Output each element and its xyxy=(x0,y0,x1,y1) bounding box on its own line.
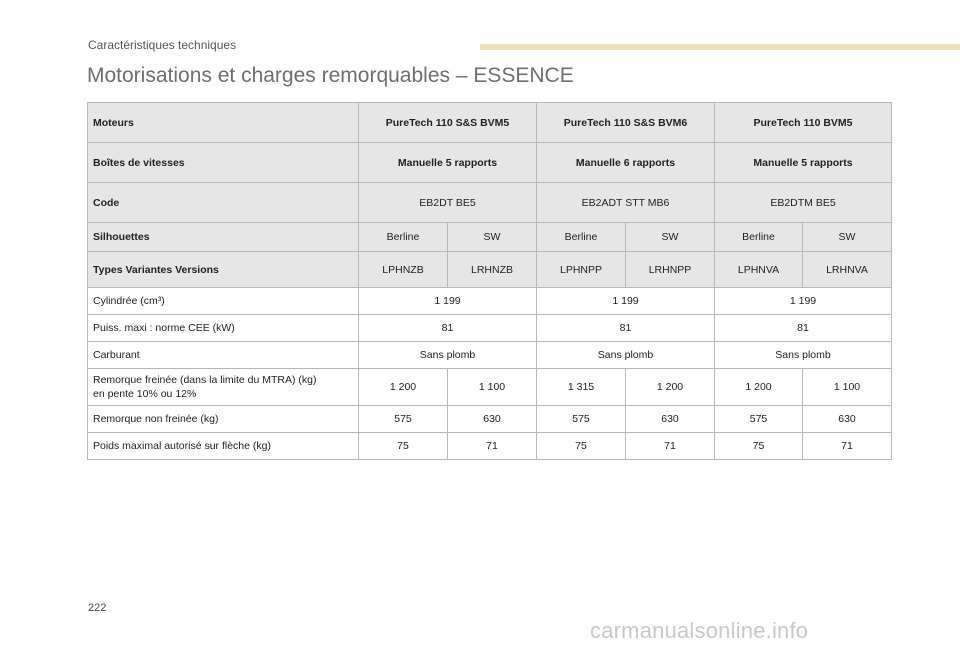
row-label: Moteurs xyxy=(88,103,359,143)
table-cell: Sans plomb xyxy=(359,342,537,369)
header-accent-bar xyxy=(480,44,960,50)
table-cell: 1 200 xyxy=(359,369,448,406)
table-cell: 1 200 xyxy=(626,369,715,406)
table-row-remorque-non-freinee xyxy=(88,406,892,433)
table-cell: Berline xyxy=(537,223,626,252)
table-cell: 81 xyxy=(537,315,715,342)
table-cell: Sans plomb xyxy=(537,342,715,369)
row-label-line: Remorque freinée (dans la limite du MTRA) (kg) xyxy=(93,374,317,386)
table-cell: 1 100 xyxy=(803,369,892,406)
table-cell: LPHNVA xyxy=(715,252,803,288)
table-cell: 1 315 xyxy=(537,369,626,406)
table-cell: 1 100 xyxy=(448,369,537,406)
table-cell: Sans plomb xyxy=(715,342,892,369)
table-cell: Manuelle 5 rapports xyxy=(359,143,537,183)
table-cell: SW xyxy=(803,223,892,252)
table-row-carburant xyxy=(88,342,892,369)
table-row-poids-fleche xyxy=(88,433,892,460)
page-number: 222 xyxy=(88,602,107,614)
watermark: carmanualsonline.info xyxy=(590,618,809,643)
page-title: Motorisations et charges remorquables – ESSENCE xyxy=(87,64,574,87)
table-cell: 1 199 xyxy=(359,288,537,315)
table-cell: LPHNPP xyxy=(537,252,626,288)
table-row-puissance xyxy=(88,315,892,342)
row-label: Boîtes de vitesses xyxy=(88,143,359,183)
table-cell: 575 xyxy=(359,406,448,433)
table-cell: LRHNVA xyxy=(803,252,892,288)
table-cell: EB2ADT STT MB6 xyxy=(537,183,715,223)
row-label xyxy=(88,369,359,406)
table-cell: 575 xyxy=(537,406,626,433)
table-cell: 1 200 xyxy=(715,369,803,406)
table-cell: 1 199 xyxy=(537,288,715,315)
table-cell: LPHNZB xyxy=(359,252,448,288)
table-cell: 81 xyxy=(359,315,537,342)
row-label: Carburant xyxy=(88,342,359,369)
table-cell: Manuelle 5 rapports xyxy=(715,143,892,183)
table-row-silhouettes xyxy=(88,223,892,252)
table-cell: PureTech 110 S&S BVM5 xyxy=(359,103,537,143)
table-cell: Berline xyxy=(715,223,803,252)
table-row-remorque-freinee xyxy=(88,369,892,406)
row-label: Types Variantes Versions xyxy=(88,252,359,288)
table-cell: 1 199 xyxy=(715,288,892,315)
table-row-moteurs xyxy=(88,103,892,143)
table-cell: 575 xyxy=(715,406,803,433)
table-cell: 81 xyxy=(715,315,892,342)
table-cell: EB2DT BE5 xyxy=(359,183,537,223)
table-cell: 71 xyxy=(448,433,537,460)
row-label: Silhouettes xyxy=(88,223,359,252)
row-label: Remorque non freinée (kg) xyxy=(88,406,359,433)
table-cell: Manuelle 6 rapports xyxy=(537,143,715,183)
table-cell: 630 xyxy=(448,406,537,433)
table-cell: PureTech 110 BVM5 xyxy=(715,103,892,143)
table-row-code xyxy=(88,183,892,223)
row-label: Code xyxy=(88,183,359,223)
row-label: Cylindrée (cm³) xyxy=(88,288,359,315)
table-row-types xyxy=(88,252,892,288)
table-row-boites xyxy=(88,143,892,183)
table-cell: Berline xyxy=(359,223,448,252)
table-cell: 71 xyxy=(626,433,715,460)
table-cell: SW xyxy=(626,223,715,252)
section-header: Caractéristiques techniques xyxy=(88,38,237,52)
table-cell: 630 xyxy=(626,406,715,433)
table-cell: SW xyxy=(448,223,537,252)
table-cell: PureTech 110 S&S BVM6 xyxy=(537,103,715,143)
table-cell: EB2DTM BE5 xyxy=(715,183,892,223)
table-cell: 71 xyxy=(803,433,892,460)
engine-spec-table xyxy=(87,102,892,460)
table-cell: LRHNZB xyxy=(448,252,537,288)
row-label-line: en pente 10% ou 12% xyxy=(93,388,197,400)
table-cell: 75 xyxy=(715,433,803,460)
table-cell: LRHNPP xyxy=(626,252,715,288)
table-cell: 75 xyxy=(537,433,626,460)
table-cell: 630 xyxy=(803,406,892,433)
row-label: Poids maximal autorisé sur flèche (kg) xyxy=(88,433,359,460)
row-label: Puiss. maxi : norme CEE (kW) xyxy=(88,315,359,342)
table-row-cylindree xyxy=(88,288,892,315)
table-cell: 75 xyxy=(359,433,448,460)
